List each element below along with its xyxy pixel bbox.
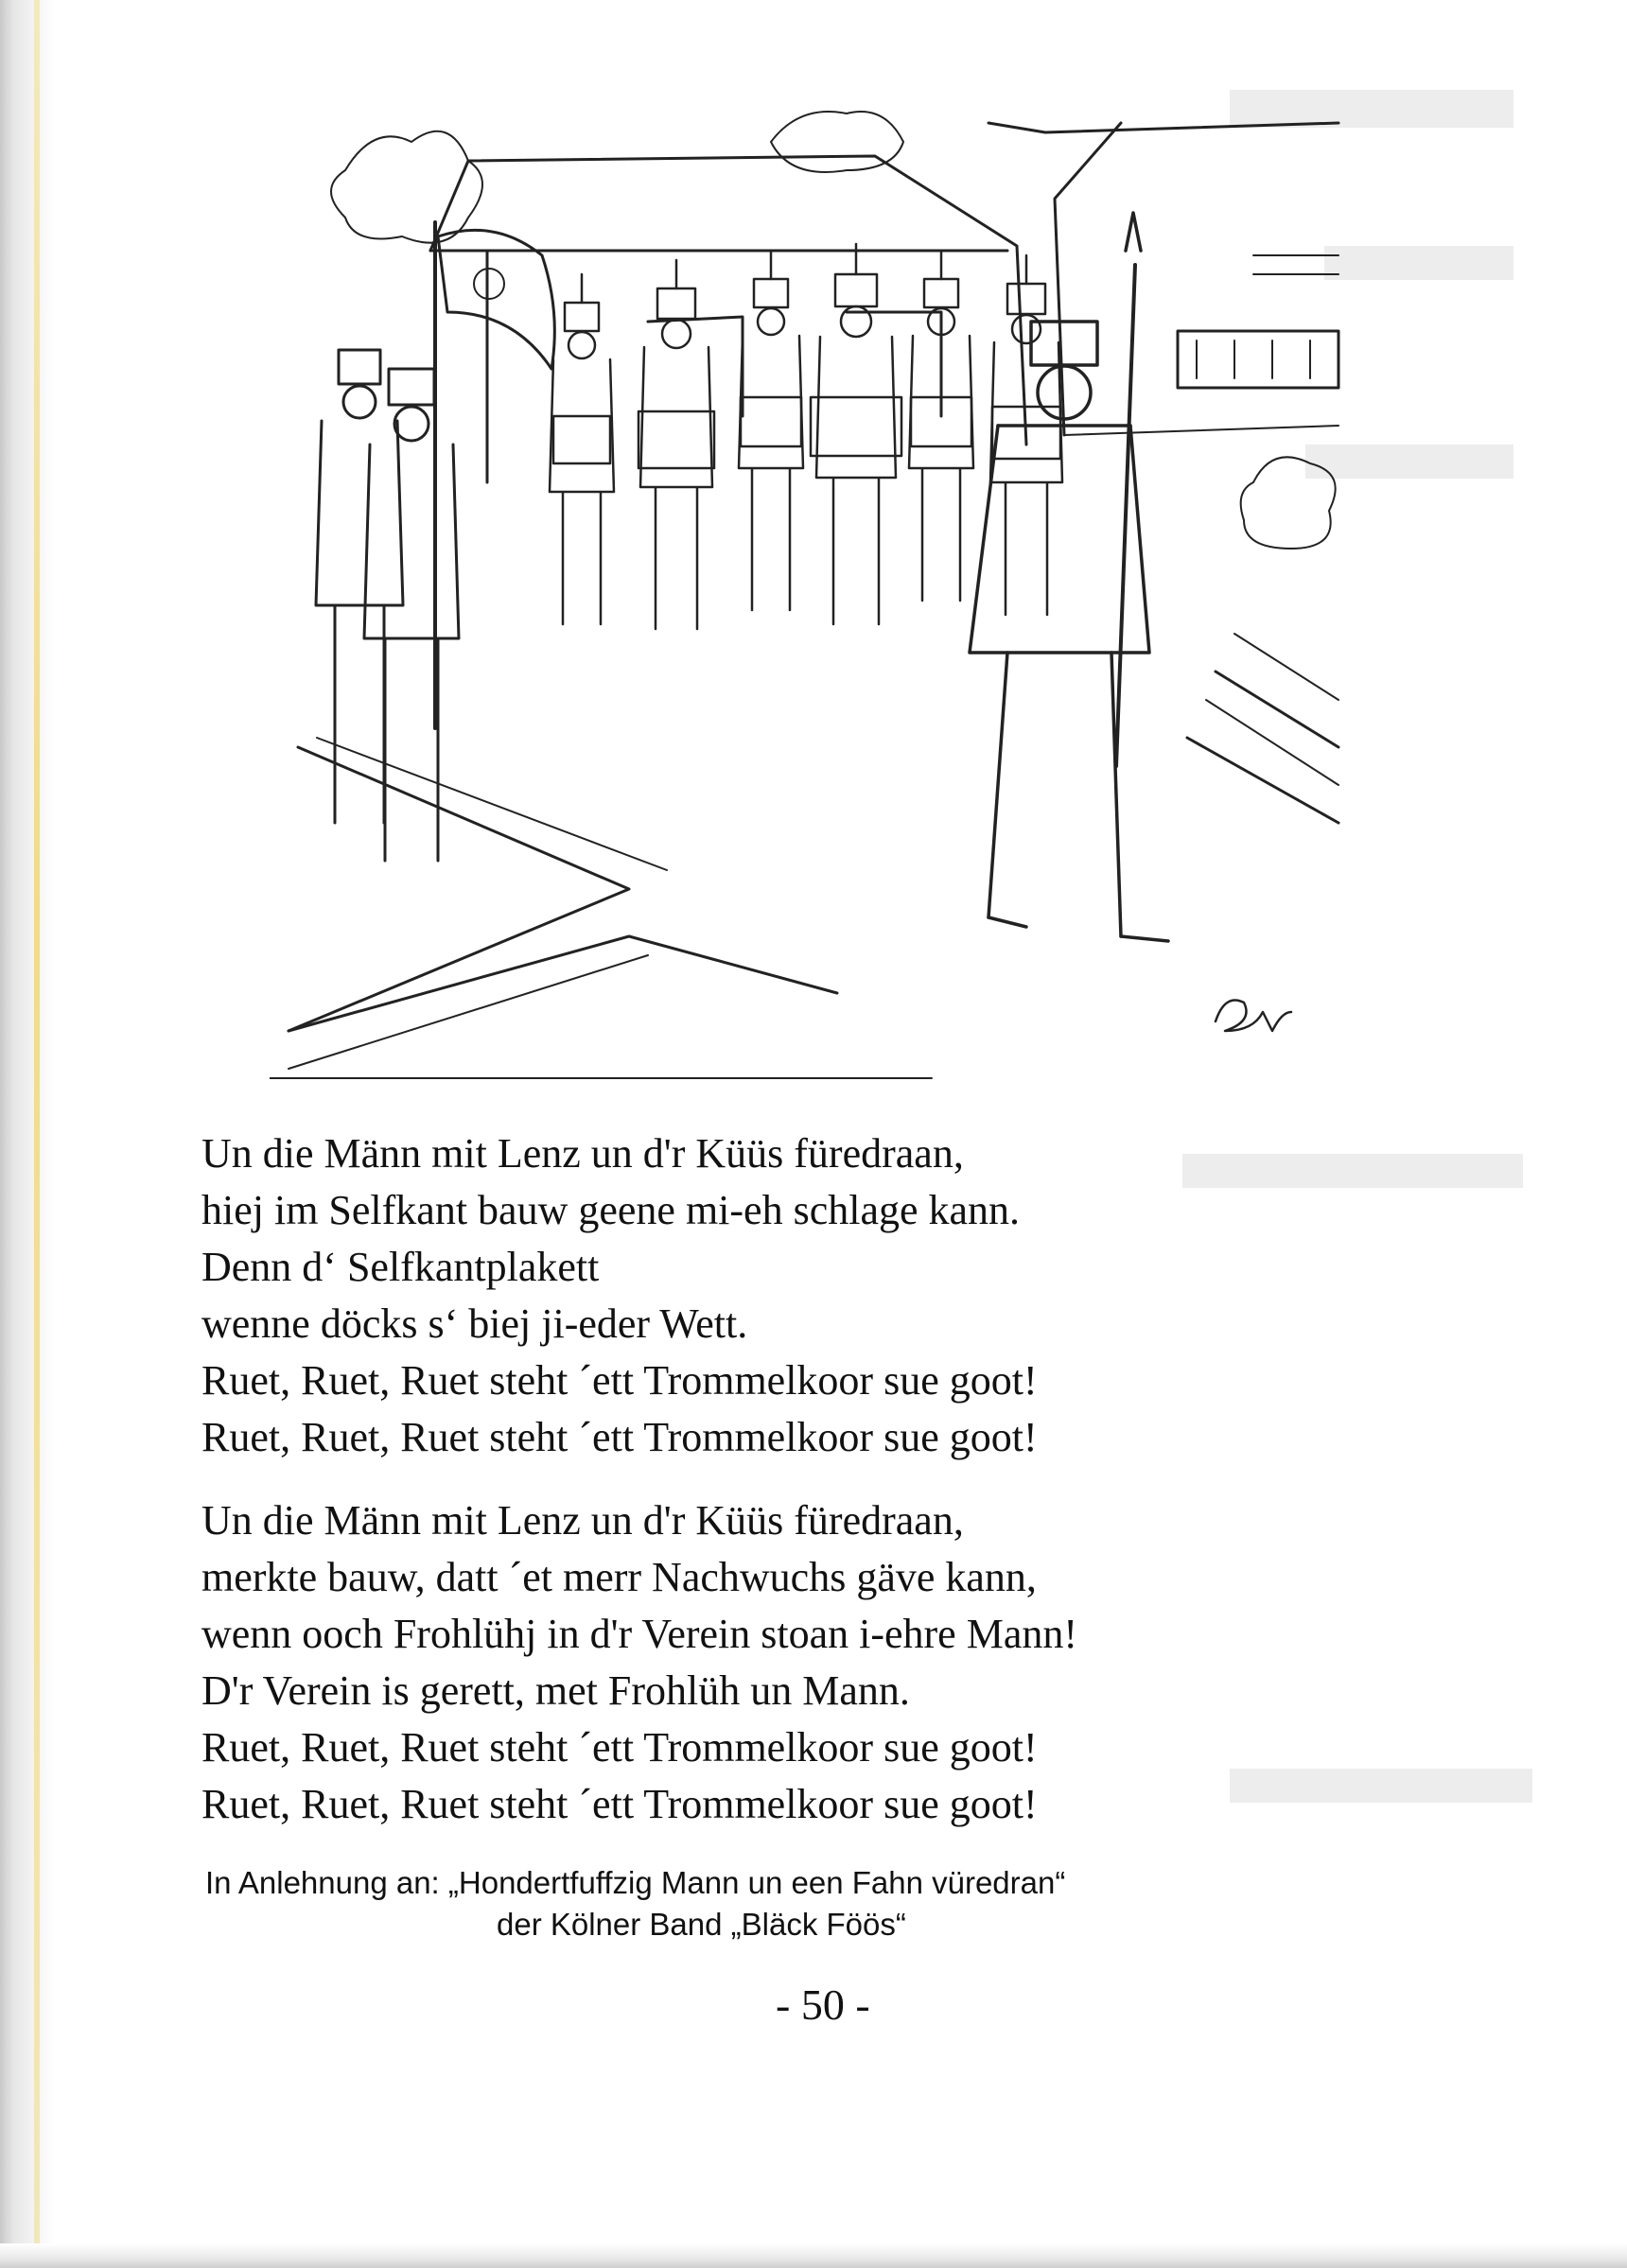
scan-page-edge (0, 0, 55, 2268)
verse-line: Denn d‘ Selfkantplakett (201, 1244, 600, 1290)
verse-line: Un die Männ mit Lenz un d'r Küüs füredraan, (201, 1130, 964, 1177)
verse-1 (201, 1125, 1038, 1466)
verse-line: Ruet, Ruet, Ruet steht ´ett Trommelkoor sue goot! (201, 1414, 1038, 1460)
verse-2 (201, 1492, 1077, 1833)
credit-line-2: der Kölner Band „Bläck Föös“ (497, 1907, 906, 1942)
verse-line: Un die Männ mit Lenz un d'r Küüs füredraan, (201, 1497, 964, 1544)
verse-line: Ruet, Ruet, Ruet steht ´ett Trommelkoor sue goot! (201, 1724, 1038, 1771)
verse-line: merkte bauw, datt ´et merr Nachwuchs gäve kann, (201, 1554, 1037, 1600)
verse-line: Ruet, Ruet, Ruet steht ´ett Trommelkoor sue goot! (201, 1781, 1038, 1827)
scan-bottom-edge (0, 2243, 1627, 2268)
verse-line: D'r Verein is gerett, met Frohlüh un Mann. (201, 1667, 910, 1714)
verse-line: Ruet, Ruet, Ruet steht ´ett Trommelkoor sue goot! (201, 1357, 1038, 1404)
page-binding-edge (34, 0, 40, 2268)
marching-drum-corps-illustration (270, 85, 1348, 1088)
verse-line: wenne döcks s‘ biej ji-eder Wett. (201, 1300, 748, 1347)
page-number: - 50 - (776, 1980, 870, 2029)
verse-line: wenn ooch Frohlühj in d'r Verein stoan i-ehre Mann! (201, 1611, 1078, 1657)
credit-line-1: In Anlehnung an: „Hondertfuffzig Mann un een Fahn vüredran“ (205, 1865, 1066, 1900)
verse-line: hiej im Selfkant bauw geene mi-eh schlage kann. (201, 1187, 1021, 1233)
